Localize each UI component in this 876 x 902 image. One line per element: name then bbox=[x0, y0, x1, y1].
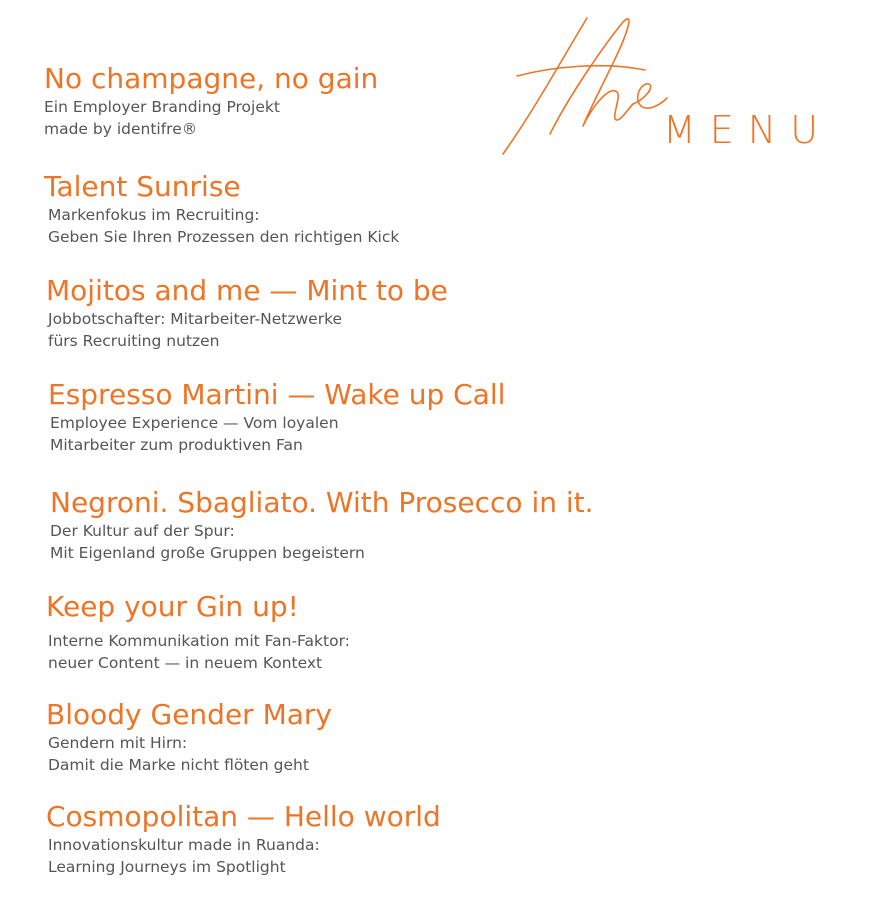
menu-item-line2: made by identifre® bbox=[44, 120, 198, 138]
menu-item-line1: Innovationskultur made in Ruanda: bbox=[48, 836, 320, 854]
menu-item-line1: Markenfokus im Recruiting: bbox=[48, 206, 260, 224]
menu-item-line1: Der Kultur auf der Spur: bbox=[50, 522, 235, 540]
menu-item-4 bbox=[48, 378, 505, 456]
menu-item-line1: Gendern mit Hirn: bbox=[48, 734, 188, 752]
menu-item-line1: Interne Kommunikation mit Fan-Faktor: bbox=[48, 632, 350, 650]
menu-item-line2: Learning Journeys im Spotlight bbox=[48, 858, 286, 876]
menu-item-3 bbox=[46, 274, 448, 352]
menu-item-2 bbox=[44, 170, 399, 248]
menu-item-line1: Employee Experience — Vom loyalen bbox=[50, 414, 339, 432]
the-menu-logo bbox=[495, 14, 865, 164]
menu-heading: MENU bbox=[663, 108, 833, 152]
menu-item-line1: Jobbotschafter: Mitarbeiter-Netzwerke bbox=[48, 310, 343, 328]
menu-item-title: Cosmopolitan — Hello world bbox=[46, 800, 441, 833]
menu-item-line2: Mit Eigenland große Gruppen begeistern bbox=[50, 544, 365, 562]
menu-item-title: Espresso Martini — Wake up Call bbox=[48, 378, 506, 411]
menu-item-8 bbox=[46, 800, 441, 878]
menu-item-6 bbox=[46, 590, 350, 674]
menu-item-line2: Geben Sie Ihren Prozessen den richtigen Kick bbox=[48, 228, 400, 246]
menu-item-line2: Damit die Marke nicht flöten geht bbox=[48, 756, 309, 774]
menu-item-title: Negroni. Sbagliato. With Prosecco in it. bbox=[50, 486, 594, 519]
menu-item-title: Keep your Gin up! bbox=[46, 590, 299, 623]
menu-item-line2: fürs Recruiting nutzen bbox=[48, 332, 220, 350]
menu-item-5 bbox=[50, 486, 594, 564]
menu-item-line2: neuer Content — in neuem Kontext bbox=[48, 654, 323, 672]
menu-item-title: Bloody Gender Mary bbox=[46, 698, 332, 731]
menu-item-1 bbox=[44, 62, 378, 140]
menu-item-line1: Ein Employer Branding Projekt bbox=[44, 98, 280, 116]
menu-item-title: Talent Sunrise bbox=[44, 170, 241, 203]
menu-item-title: Mojitos and me — Mint to be bbox=[46, 274, 448, 307]
menu-item-7 bbox=[46, 698, 332, 776]
menu-item-line2: Mitarbeiter zum produktiven Fan bbox=[50, 436, 303, 454]
menu-item-title: No champagne, no gain bbox=[44, 62, 379, 95]
